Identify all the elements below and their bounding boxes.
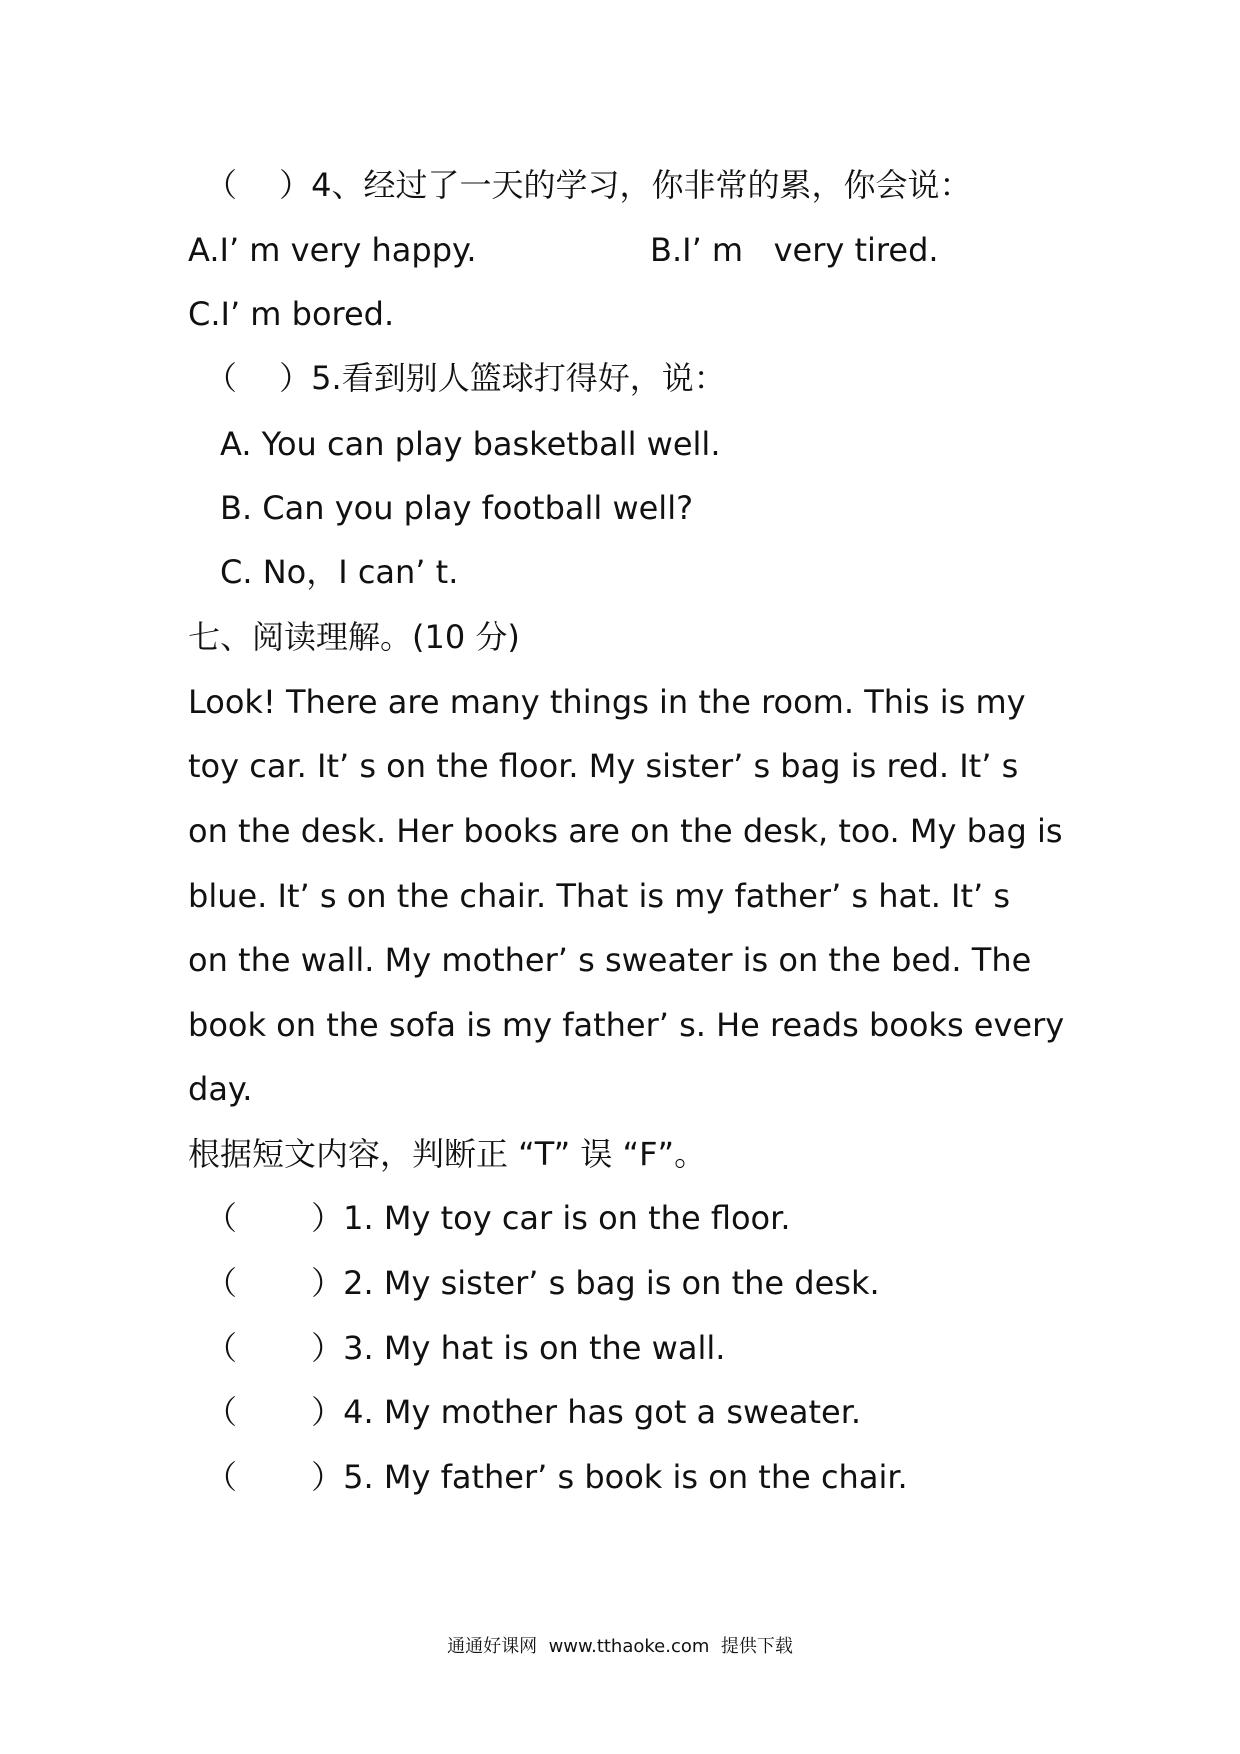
passage-line: Look! There are many things in the room. This is my — [188, 683, 1026, 721]
question-4-option-b: B.I’ m very tired. — [650, 231, 939, 269]
question-5-option-c: C. No，I can’ t. — [220, 553, 459, 591]
passage-line: toy car. It’ s on the floor. My sister’ s bag is red. It’ s — [188, 747, 1019, 785]
true-false-instruction: 根据短文内容，判断正 “T” 误 “F”。 — [188, 1135, 707, 1173]
passage-line: on the desk. Her books are on the desk, too. My bag is — [188, 812, 1063, 850]
passage-line: book on the sofa is my father’ s. He reads books every — [188, 1006, 1065, 1044]
question-5-option-a: A. You can play basketball well. — [220, 425, 721, 463]
true-false-item-5: （ ）5. My father’ s book is on the chair. — [205, 1458, 908, 1496]
question-4-option-c: C.I’ m bored. — [188, 295, 395, 333]
true-false-item-3: （ ）3. My hat is on the wall. — [205, 1329, 726, 1367]
true-false-item-2: （ ）2. My sister’ s bag is on the desk. — [205, 1264, 880, 1302]
page-footer: 通通好课网 www.tthaoke.com 提供下载 — [447, 1636, 793, 1657]
passage-line: blue. It’ s on the chair. That is my father’ s hat. It’ s — [188, 877, 1011, 915]
passage-line: day. — [188, 1070, 253, 1108]
question-5-option-b: B. Can you play football well? — [220, 489, 694, 527]
true-false-item-4: （ ）4. My mother has got a sweater. — [205, 1393, 862, 1431]
question-5-stem: （ ）5.看到别人篮球打得好，说： — [205, 359, 726, 397]
section-7-heading: 七、阅读理解。(10 分) — [188, 618, 520, 656]
question-4-option-a: A.I’ m very happy. — [188, 231, 477, 269]
passage-line: on the wall. My mother’ s sweater is on the bed. The — [188, 941, 1032, 979]
question-4-stem: （ ）4、经过了一天的学习，你非常的累，你会说： — [205, 166, 972, 204]
true-false-item-1: （ ）1. My toy car is on the floor. — [205, 1199, 791, 1237]
